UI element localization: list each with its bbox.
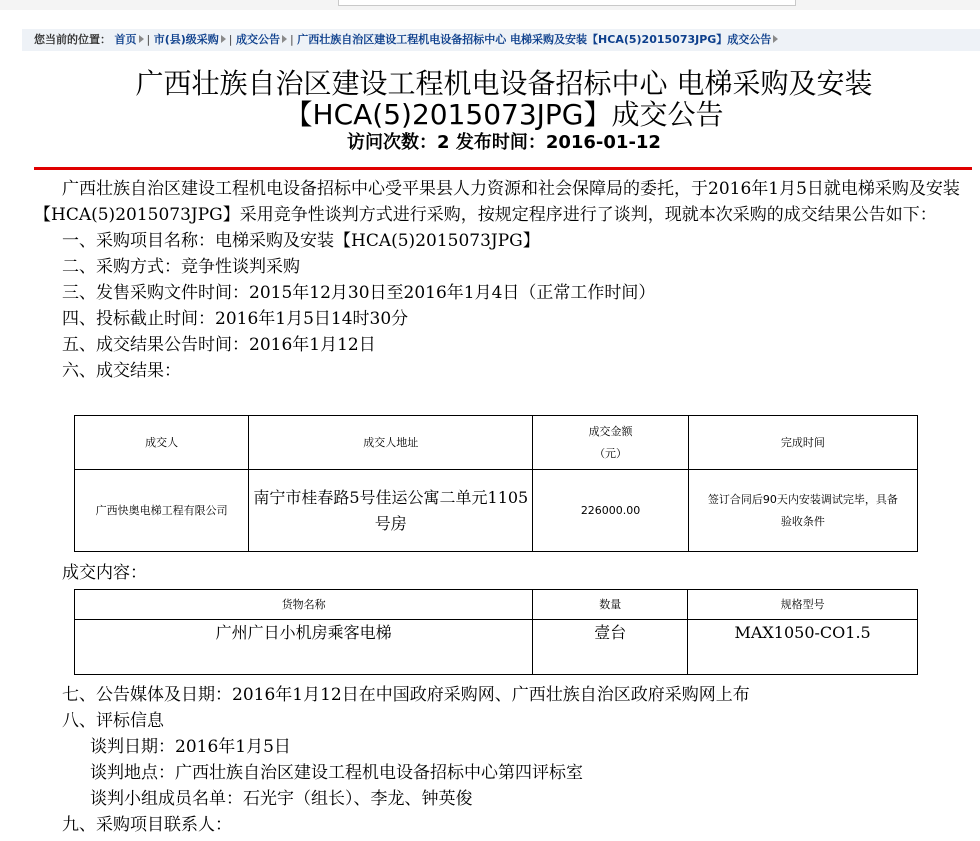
item-project-name: 一、采购项目名称：电梯采购及安装【HCA(5)2015073JPG】 [62, 231, 540, 251]
eval-location: 谈判地点：广西壮族自治区建设工程机电设备招标中心第四评标室 [90, 763, 583, 783]
item-doc-time: 三、发售采购文件时间：2015年12月30日至2016年1月4日（正常工作时间） [62, 283, 656, 303]
header-spec: 规格型号 [688, 590, 918, 620]
item-contact: 九、采购项目联系人： [62, 815, 232, 835]
cell-quantity: 壹台 [533, 620, 688, 675]
item-deadline: 四、投标截止时间：2016年1月5日14时30分 [62, 309, 409, 329]
chevron-right-icon [773, 35, 778, 43]
breadcrumb-deal-notice[interactable]: 成交公告 [236, 33, 280, 46]
breadcrumb-home[interactable]: 首页 [114, 33, 137, 46]
visit-publish-meta: 访问次数：2 发布时间：2016-01-12 [347, 132, 661, 153]
breadcrumb-label: 您当前的位置： [34, 33, 111, 46]
item-method: 二、采购方式：竞争性谈判采购 [62, 257, 300, 277]
eval-date: 谈判日期：2016年1月5日 [90, 737, 291, 757]
content-label: 成交内容： [62, 563, 147, 583]
cell-winner: 广西快奥电梯工程有限公司 [75, 470, 249, 552]
search-box[interactable] [338, 0, 796, 6]
item-media: 七、公告媒体及日期：2016年1月12日在中国政府采购网、广西壮族自治区政府采购网上布 [62, 685, 750, 705]
result-table [74, 415, 918, 552]
header-completion: 完成时间 [688, 416, 917, 470]
header-address: 成交人地址 [249, 416, 533, 470]
chevron-right-icon [139, 35, 144, 43]
cell-completion: 签订合同后90天内安装调试完毕，具备 验收条件 [688, 470, 917, 552]
breadcrumb: 您当前的位置： 首页 | 市(县)级采购 | 成交公告 | 广西壮族自治区建设工程机电设备招标中心 电梯采购及安装【HCA(5)2015073JPG】成交公告 [22, 29, 980, 51]
announcement-body [34, 176, 974, 384]
cell-spec: MAX1050-CO1.5 [688, 620, 918, 675]
header-winner: 成交人 [75, 416, 249, 470]
header-amount: 成交金额 （元） [533, 416, 689, 470]
cell-goods: 广州广日小机房乘客电梯 [75, 620, 533, 675]
item-notice-time: 五、成交结果公告时间：2016年1月12日 [62, 335, 376, 355]
item-eval: 八、评标信息 [62, 711, 164, 731]
intro-paragraph: 广西壮族自治区建设工程机电设备招标中心受平果县人力资源和社会保障局的委托，于2016年1月5日就电梯采购及安装【HCA(5)2015073JPG】采用竞争性谈判方式进行采购，按规定程序进行了谈判，现就本次采购的成交结果公告如下： [34, 179, 960, 225]
item-result: 六、成交结果： [62, 361, 181, 381]
page-title-line1: 广西壮族自治区建设工程机电设备招标中心 电梯采购及安装 [135, 67, 873, 100]
chevron-right-icon [282, 35, 287, 43]
table-row [75, 470, 918, 552]
title-divider [34, 167, 972, 170]
chevron-right-icon [221, 35, 226, 43]
header-quantity: 数量 [533, 590, 688, 620]
cell-amount: 226000.00 [533, 470, 689, 552]
table-header-row [75, 590, 918, 620]
page-title-line2: 【HCA(5)2015073JPG】成交公告 [284, 98, 724, 131]
cell-address: 南宁市桂春路5号佳运公寓二单元1105号房 [249, 470, 533, 552]
table-row [75, 620, 918, 675]
content-table [74, 589, 918, 675]
header-goods: 货物名称 [75, 590, 533, 620]
breadcrumb-current[interactable]: 广西壮族自治区建设工程机电设备招标中心 电梯采购及安装【HCA(5)2015073JPG】成交公告 [297, 33, 772, 46]
table-header-row [75, 416, 918, 470]
breadcrumb-city-procurement[interactable]: 市(县)级采购 [153, 33, 219, 46]
eval-members: 谈判小组成员名单：石光宇（组长）、李龙、钟英俊 [90, 789, 473, 809]
announcement-body-continued [34, 682, 974, 838]
